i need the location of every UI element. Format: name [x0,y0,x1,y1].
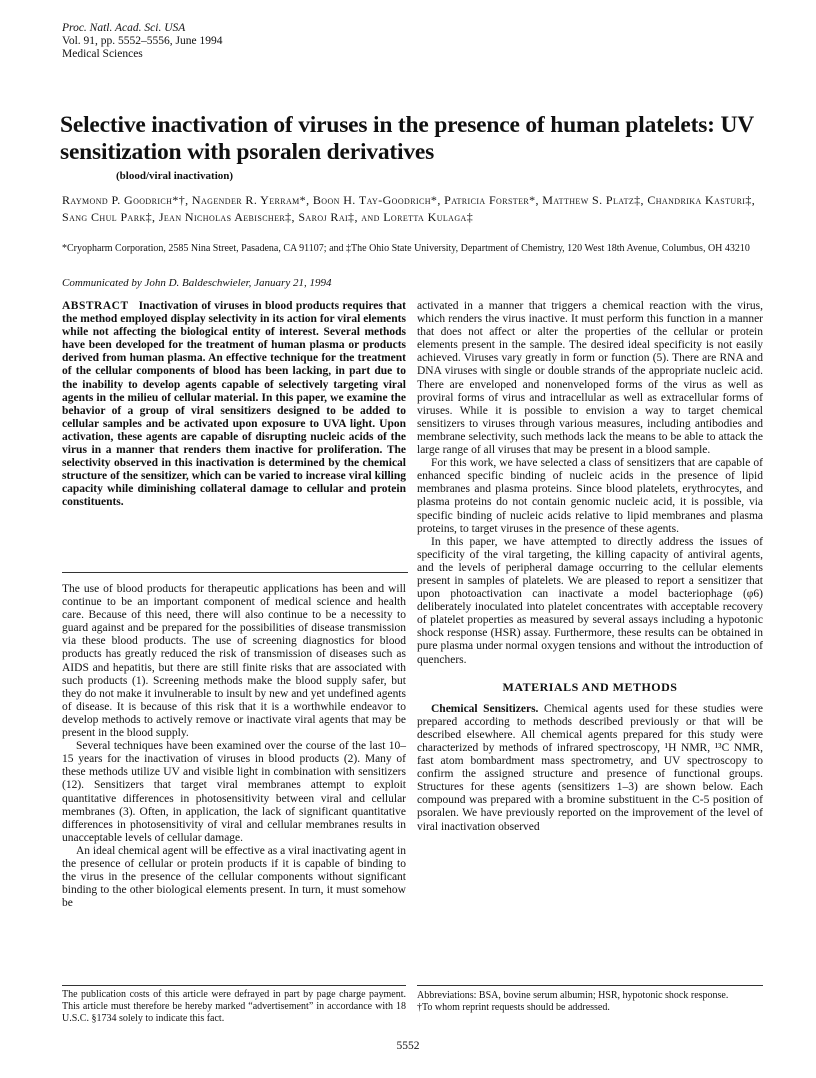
abbreviations-note: Abbreviations: BSA, bovine serum albumin; HSR, hypotonic shock response. [417,990,729,1001]
communicated-by: Communicated by John D. Baldeschwieler, January 21, 1994 [62,277,332,289]
body-paragraph: An ideal chemical agent will be effective as a viral inactivating agent in the presence of cellular or protein products if it is capable of binding to the virus in the presence of the cellular components without significant binding to the other biological elements present. In turn, it must somehow be [62,844,406,910]
subsection-heading: Chemical Sensitizers. [431,702,539,715]
body-paragraph: In this paper, we have attempted to directly address the issues of specificity of the viral targeting, the killing capacity of antiviral agents, and the levels of peripheral damage occurring to the cellular elements present in samples of platelets. We are pleased to report a sensitizer that upon photoactivation can inactivate a model bacteriophage (φ6) deliberately inoculated into platelet concentrates with acceptable recovery of platelet properties as measured by several assays including a hypotonic shock response (HSR) assay. Furthermore, these results can be obtained in pure plasma under normal oxygen tensions and without the introduction of quenchers. [417,535,763,666]
abstract [62,300,406,569]
right-column [417,300,763,834]
footnote-divider [417,985,763,986]
reprint-note: †To whom reprint requests should be addressed. [417,1002,610,1013]
footnote-divider [62,985,406,986]
left-column [62,300,406,910]
journal-header [62,22,222,61]
abstract-text: Inactivation of viruses in blood products requires that the method employed display selectivity in its action for viral elements while not affecting the biological entity of interest. Several methods have been developed for the treatment of human plasma or products derived from human plasma. An effective technique for the treatment of the cellular components of blood has been lacking, in part due to the inability to develop agents capable of selectively targeting viral agents in the milieu of cellular material. In this paper, we examine the behavior of a group of viral sensitizers designed to be added to cellular samples and be activated upon exposure to UVA light. Upon activation, these agents are capable of disrupting nucleic acids of the virus in a manner that renders them inactive for proliferation. The selectivity observed in this inactivation is determined by the chemical structure of the sensitizer, which can be varied to increase viral killing capacity while diminishing collateral damage to cellular and protein constituents. [62,300,406,509]
abstract-label: ABSTRACT [62,300,129,312]
body-paragraph: The use of blood products for therapeutic applications has been and will continue to be an important component of medical science and health care. Because of this need, there will also continue to be a necessity to guard against and be prepared for the possibilities of disease transmission via these blood products. The use of screening diagnostics for blood products has greatly reduced the risk of transmission of diseases such as AIDS and hepatitis, but there are still finite risks that are associated with such products (1). Screening methods make the blood supply safer, but they do not make it invulnerable to insult by new and yet undefined agents of disease. It is because of this risk that it is a worthwhile endeavor to develop methods to actively remove or inactivate viral agents that may be present in the blood supply. [62,583,406,740]
article-title: Selective inactivation of viruses in the presence of human platelets: UV sensitization with psoralen derivatives [60,112,754,165]
methods-text: Chemical agents used for these studies were prepared according to methods described previously or that will be described elsewhere. All chemical agents prepared for this study were characterized by methods of infrared spectroscopy, ¹H NMR, ¹³C NMR, fast atom bombardment mass spectrometry, and UV spectroscopy to confirm the assigned structure and presence of functional groups. Structures for these agents (sensitizers 1–3) are shown below. Each compound was prepared with a bromine substituent in the C-5 position of psoralen. We have previously reported on the improvement of the level of viral inactivation observed [417,702,763,833]
section-heading: MATERIALS AND METHODS [502,679,678,694]
abstract-divider [62,572,408,573]
journal-name: Proc. Natl. Acad. Sci. USA [62,22,186,34]
affiliations: *Cryopharm Corporation, 2585 Nina Street, Pasadena, CA 91107; and ‡The Ohio State University, Department of Chemistry, 120 West 18th Avenue, Columbus, OH 43210 [62,243,750,254]
page-number: 5552 [396,1040,420,1052]
author-list: Raymond P. Goodrich*†, Nagender R. Yerram*, Boon H. Tay-Goodrich*, Patricia Forster*, Matthew S. Platz‡, Chandrika Kasturi‡, Sang Chul Park‡, Jean Nicholas Aebischer‡, Saroj Rai‡, and Loretta Kulaga‡ [62,193,756,224]
body-paragraph: Several techniques have been examined over the course of the last 10–15 years for the inactivation of viruses in blood products (2). Many of these methods utilize UV and visible light in combination with sensitizers (12). Sensitizers that target viral membranes attempt to exploit quantitative differences in photosensitivity between viral and cellular membranes (3). Often, in application, the lack of significant quantitative differences in photosensitivity of viral and cellular membranes results in unacceptable levels of cellular damage. [62,740,406,844]
body-paragraph: For this work, we have selected a class of sensitizers that are capable of enhanced specific binding of nucleic acids in the presence of lipid membranes and plasma proteins. Since blood platelets, erythrocytes, and plasma proteins do not contain genomic nucleic acid, it is possible, via specific binding of nucleic acids relative to lipid membranes and plasma proteins, to target viruses in the presence of these agents. [417,457,763,535]
article-keywords: (blood/viral inactivation) [116,170,234,182]
body-paragraph: activated in a manner that triggers a chemical reaction with the virus, which renders the virus inactive. It must perform this function in a manner that does not affect or alter the properties of the cellular or protein elements present in the sample. The desired ideal specificity is not easily achieved. Viruses vary greatly in form or function (5). There are RNA and DNA viruses with single or double strands of the appropriate nucleic acid. There are enveloped and nonenveloped forms of the virus as well as proviral forms of virus and intracellular as well as extracellular forms of viruses. While it is possible to envision a way to target chemical sensitizers to viruses through various measures, including antibodies and membrane selectivity, such methods lack the means to be able to attack the large range of all viruses that may be present in a blood sample. [417,300,763,457]
methods-paragraph [417,703,763,834]
footnotes [417,990,763,1014]
publication-cost-note: The publication costs of this article were defrayed in part by page charge payment. This article must therefore be hereby marked “advertisement” in accordance with 18 U.S.C. §1734 solely to indicate this fact. [62,989,406,1024]
journal-section: Medical Sciences [62,48,143,60]
journal-volume: Vol. 91, pp. 5552–5556, June 1994 [62,35,223,47]
